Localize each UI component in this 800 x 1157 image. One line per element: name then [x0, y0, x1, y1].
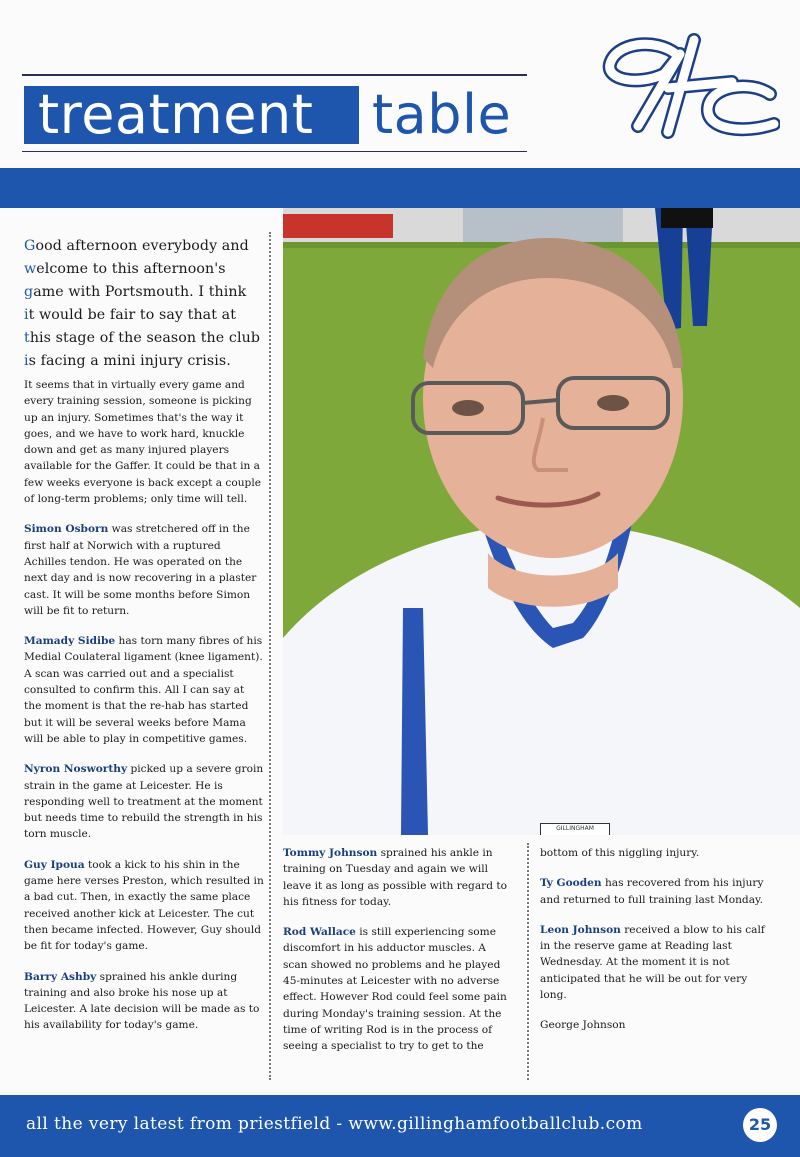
article-column-3: [540, 845, 775, 1048]
injury-report-wallace: Rod Wallace is still experiencing some discomfort in his adductor muscles. A scan showed no problems and he played 45-minutes at Leicester with no adverse effect. However Rod could feel some pain during Monday's training session. At the time of writing Rod is in the process of seeing a specialist to try to get to the: [283, 926, 507, 1053]
intro-line: it would be fair to say that at: [24, 307, 237, 323]
intro-paragraph: [24, 235, 264, 373]
physio-photo: [283, 208, 800, 835]
player-name: Simon Osborn: [24, 523, 109, 536]
player-name: Ty Gooden: [540, 877, 602, 890]
footer-website-text: all the very latest from priestfield - www.gillinghamfootballclub.com: [26, 1114, 643, 1134]
header-blue-band: [0, 168, 800, 208]
player-name: Leon Johnson: [540, 923, 621, 936]
injury-report-ashby: Barry Ashby sprained his ankle during training and also broke his nose up at Leicester. A late decision will be made as to his availability for today's game.: [24, 970, 260, 1032]
player-name: Barry Ashby: [24, 970, 97, 983]
header-rule-bottom: [22, 151, 527, 152]
injury-report-ipoua: Guy Ipoua took a kick to his shin in the game here verses Preston, which resulted in a bad cut. Then, in exactly the same place received another kick at Leicester. The cut then became infected. However, Guy should be fit for today's game.: [24, 858, 264, 953]
club-logo: [598, 30, 780, 145]
page-number-badge: 25: [743, 1108, 777, 1142]
page-title-part2: table: [372, 83, 512, 146]
injury-report-nosworthy: Nyron Nosworthy picked up a severe groin strain in the game at Leicester. He is responding well to treatment at the moment but needs time to rebuild the strength in his torn muscle.: [24, 763, 264, 841]
intro-line: is facing a mini injury crisis.: [24, 353, 231, 369]
player-name: Rod Wallace: [283, 926, 356, 939]
injury-report-sidibe: Mamady Sidibe has torn many fibres of his Medial Coulateral ligament (knee ligament). A scan was carried out and a specialist consulted to confirm this. All I can say at the moment is that the re-hab has started but it will be several weeks before Mama will be able to play in competitive games.: [24, 635, 263, 745]
column-divider-2: [527, 843, 529, 1080]
article-column-2: [283, 845, 513, 1069]
continued-text: bottom of this niggling injury.: [540, 847, 700, 859]
column-divider-1: [269, 232, 271, 1080]
page-title-part1: treatment: [38, 83, 314, 146]
player-name: Nyron Nosworthy: [24, 763, 128, 776]
author-signature: George Johnson: [540, 1019, 626, 1032]
player-name: Tommy Johnson: [283, 847, 378, 859]
intro-line: Good afternoon everybody and: [24, 238, 249, 254]
photo-caption-stamp: GILLINGHAM: [540, 823, 610, 835]
header-rule-top: [22, 74, 527, 76]
injury-report-osborn: Simon Osborn was stretchered off in the first half at Norwich with a ruptured Achilles tendon. He was operated on the next day and is now recovering in a plaster cast. It will be some months before Simon will be fit to return.: [24, 523, 257, 617]
player-name: Mamady Sidibe: [24, 635, 116, 648]
injury-report-tommy-johnson: Tommy Johnson sprained his ankle in training on Tuesday and again we will leave it as long as possible with regard to his fitness for today.: [283, 847, 507, 908]
intro-line: this stage of the season the club: [24, 330, 261, 346]
intro-line: game with Portsmouth. I think: [24, 284, 247, 300]
opening-paragraph: It seems that in virtually every game and every training session, someone is picking up an injury. Sometimes that's the way it goes, and we have to work hard, knuckle down and get as many injured players available for the Gaffer. It could be that in a few weeks everyone is back except a couple of long-term problems; only time will tell.: [24, 379, 261, 506]
injury-report-gooden: Ty Gooden has recovered from his injury and returned to full training last Monday.: [540, 877, 764, 906]
intro-line: welcome to this afternoon's: [24, 261, 226, 277]
article-column-1: [24, 235, 264, 1048]
player-name: Guy Ipoua: [24, 858, 85, 871]
injury-report-leon-johnson: Leon Johnson received a blow to his calf in the reserve game at Reading last Wednesday. At the moment it is not anticipated that he will be out for very long.: [540, 923, 765, 1002]
